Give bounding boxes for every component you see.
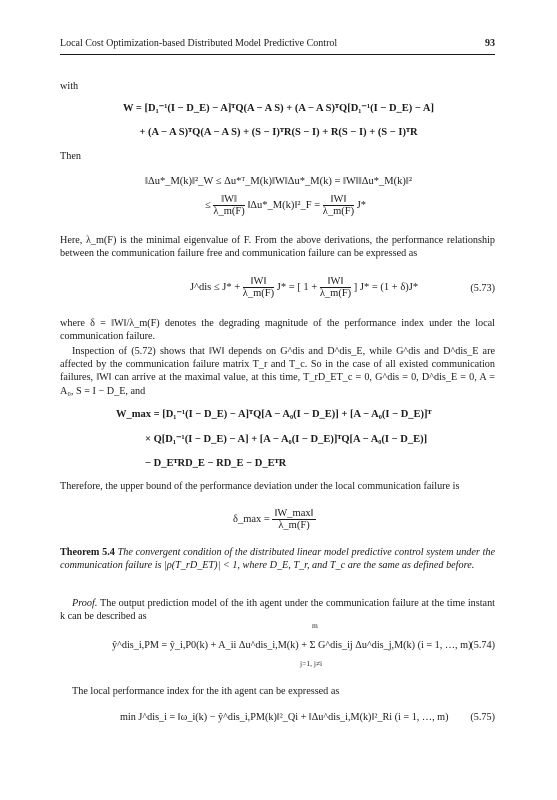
inequality-fraction-1 [213,194,244,217]
inequality-fraction-2 [323,194,354,217]
eq573-bracket-end: ] J* = (1 + δ)J* [353,281,419,293]
inequality-line-1: ‖Δu*_M(k)‖²_W ≤ Δu*ᵀ_M(k)‖W‖Δu*_M(k) = ‖W‖‖Δu*_M(k)‖² [145,176,412,187]
equation-wmax-line-3: − D_EᵀRD_E − RD_E − D_EᵀR [145,458,287,469]
header-rule [60,54,495,55]
paragraph-local-index: The local performance index for the ith agent can be expressed as [72,686,340,697]
eq573-mid: J* = [276,281,295,293]
eq573-frac-den-2: λ_m(F) [319,288,352,299]
theorem-5-4 [60,546,495,572]
delta-max-left: δ_max = [233,513,270,525]
equation-delta-max [233,508,316,531]
running-header [60,38,495,54]
eq573-fraction-2 [320,276,351,299]
paragraph-here: Here, λ_m(F) is the minimal eigenvalue of F. From the above derivations, the performance relationship between the communication failure free and communication failure can be expressed as [60,235,495,260]
equation-5-73 [190,276,418,299]
proof-text: The output prediction model of the ith agent under the communication failure at the time instant k can be described as [60,598,495,623]
eq573-frac-num-2: ‖W‖ [320,276,351,288]
proof-label: Proof. [72,598,98,609]
eq574-sum-top: m [312,621,318,630]
equation-5-75: min J^dis_i = ‖ω_i(k) − ŷ^dis_i,PM(k)‖²_Qi + ‖Δu^dis_i,M(k)‖²_Ri (i = 1, …, m) [120,712,449,723]
delta-max-num: ‖W_max‖ [274,508,314,519]
inequality-line-2 [205,194,366,217]
eq573-frac-den-1: λ_m(F) [242,288,275,299]
equation-number-5-73: (5.73) [470,283,495,294]
then-label: Then [60,151,81,162]
equation-number-5-75: (5.75) [470,712,495,723]
inequality-le: ≤ [205,199,211,211]
equation-5-74: ŷ^dis_i,PM = ŷ_i,P0(k) + A_ii Δu^dis_i,M(k) + Σ G^dis_ij Δu^dis_j,M(k) (i = 1, …, m) [112,640,472,651]
equation-number-5-74: (5.74) [470,640,495,651]
eq573-fraction-1 [243,276,274,299]
proof-paragraph [60,597,495,623]
page-number: 93 [485,38,495,49]
theorem-text: The convergent condition of the distributed linear model predictive control system under the communication failure is |ρ(T_rD_ET)| < 1, where D_E, T_r, and T_c are the same as defined before. [60,547,496,572]
delta-max-fraction [272,508,315,531]
equation-wmax-line-1: W_max = [D₁⁻¹(I − D_E) − A]ᵀQ[A − A₀(I − D_E)] + [A − A₀(I − D_E)]ᵀ [116,409,432,420]
eq573-bracket: [ 1 + [297,281,318,293]
inequality-suffix: J* [356,199,367,211]
equation-w-line-2: + (A − A S)ᵀQ(A − A S) + (S − I)ᵀR(S − I) + R(S − I) + (S − I)ᵀR [139,127,418,138]
with-label: with [60,81,79,92]
header-title: Local Cost Optimization-based Distributed Model Predictive Control [60,38,338,49]
eq573-frac-num-1: ‖W‖ [243,276,274,288]
equation-wmax-line-2: × Q[D₁⁻¹(I − D_E) − A] + [A − A₀(I − D_E)]ᵀQ[A − A₀(I − D_E)] [145,434,428,445]
theorem-label: Theorem 5.4 [60,547,115,558]
inequality-mid: ‖Δu*_M(k)‖²_F = [247,199,321,211]
paragraph-therefore: Therefore, the upper bound of the performance deviation under the local communication failure is [60,481,460,492]
eq574-sum-bottom: j=1, j≠i [300,659,323,668]
inequality-frac-den-1: λ_m(F) [213,206,245,217]
equation-w-line-1: W = [D₁⁻¹(I − D_E) − A]ᵀQ(A − A S) + (A − A S)ᵀQ[D₁⁻¹(I − D_E) − A] [122,103,435,114]
inequality-frac-num-2: ‖W‖ [323,194,354,206]
eq573-left: J^dis ≤ J* + [190,281,241,293]
paragraph-where: where δ = ‖W‖/λ_m(F) denotes the degrading magnitude of the performance index under the local communication failure. [60,318,495,343]
inequality-frac-num-1: ‖W‖ [213,194,244,206]
delta-max-den: λ_m(F) [278,520,310,531]
paragraph-inspection: Inspection of (5.72) shows that ‖W‖ depends on G^dis and D^dis_E, while G^dis and D^dis_E are affected by the communication failure matrix T_r and T_c. So in the case of all existed communication failures, ‖W‖ can arrive at the maximal value, at this time, T_rD_ET_c = 0, G^dis = 0, D^dis_E = 0, A = A₀, S = I − D_E, and [60,346,495,397]
inequality-frac-den-2: λ_m(F) [322,206,355,217]
